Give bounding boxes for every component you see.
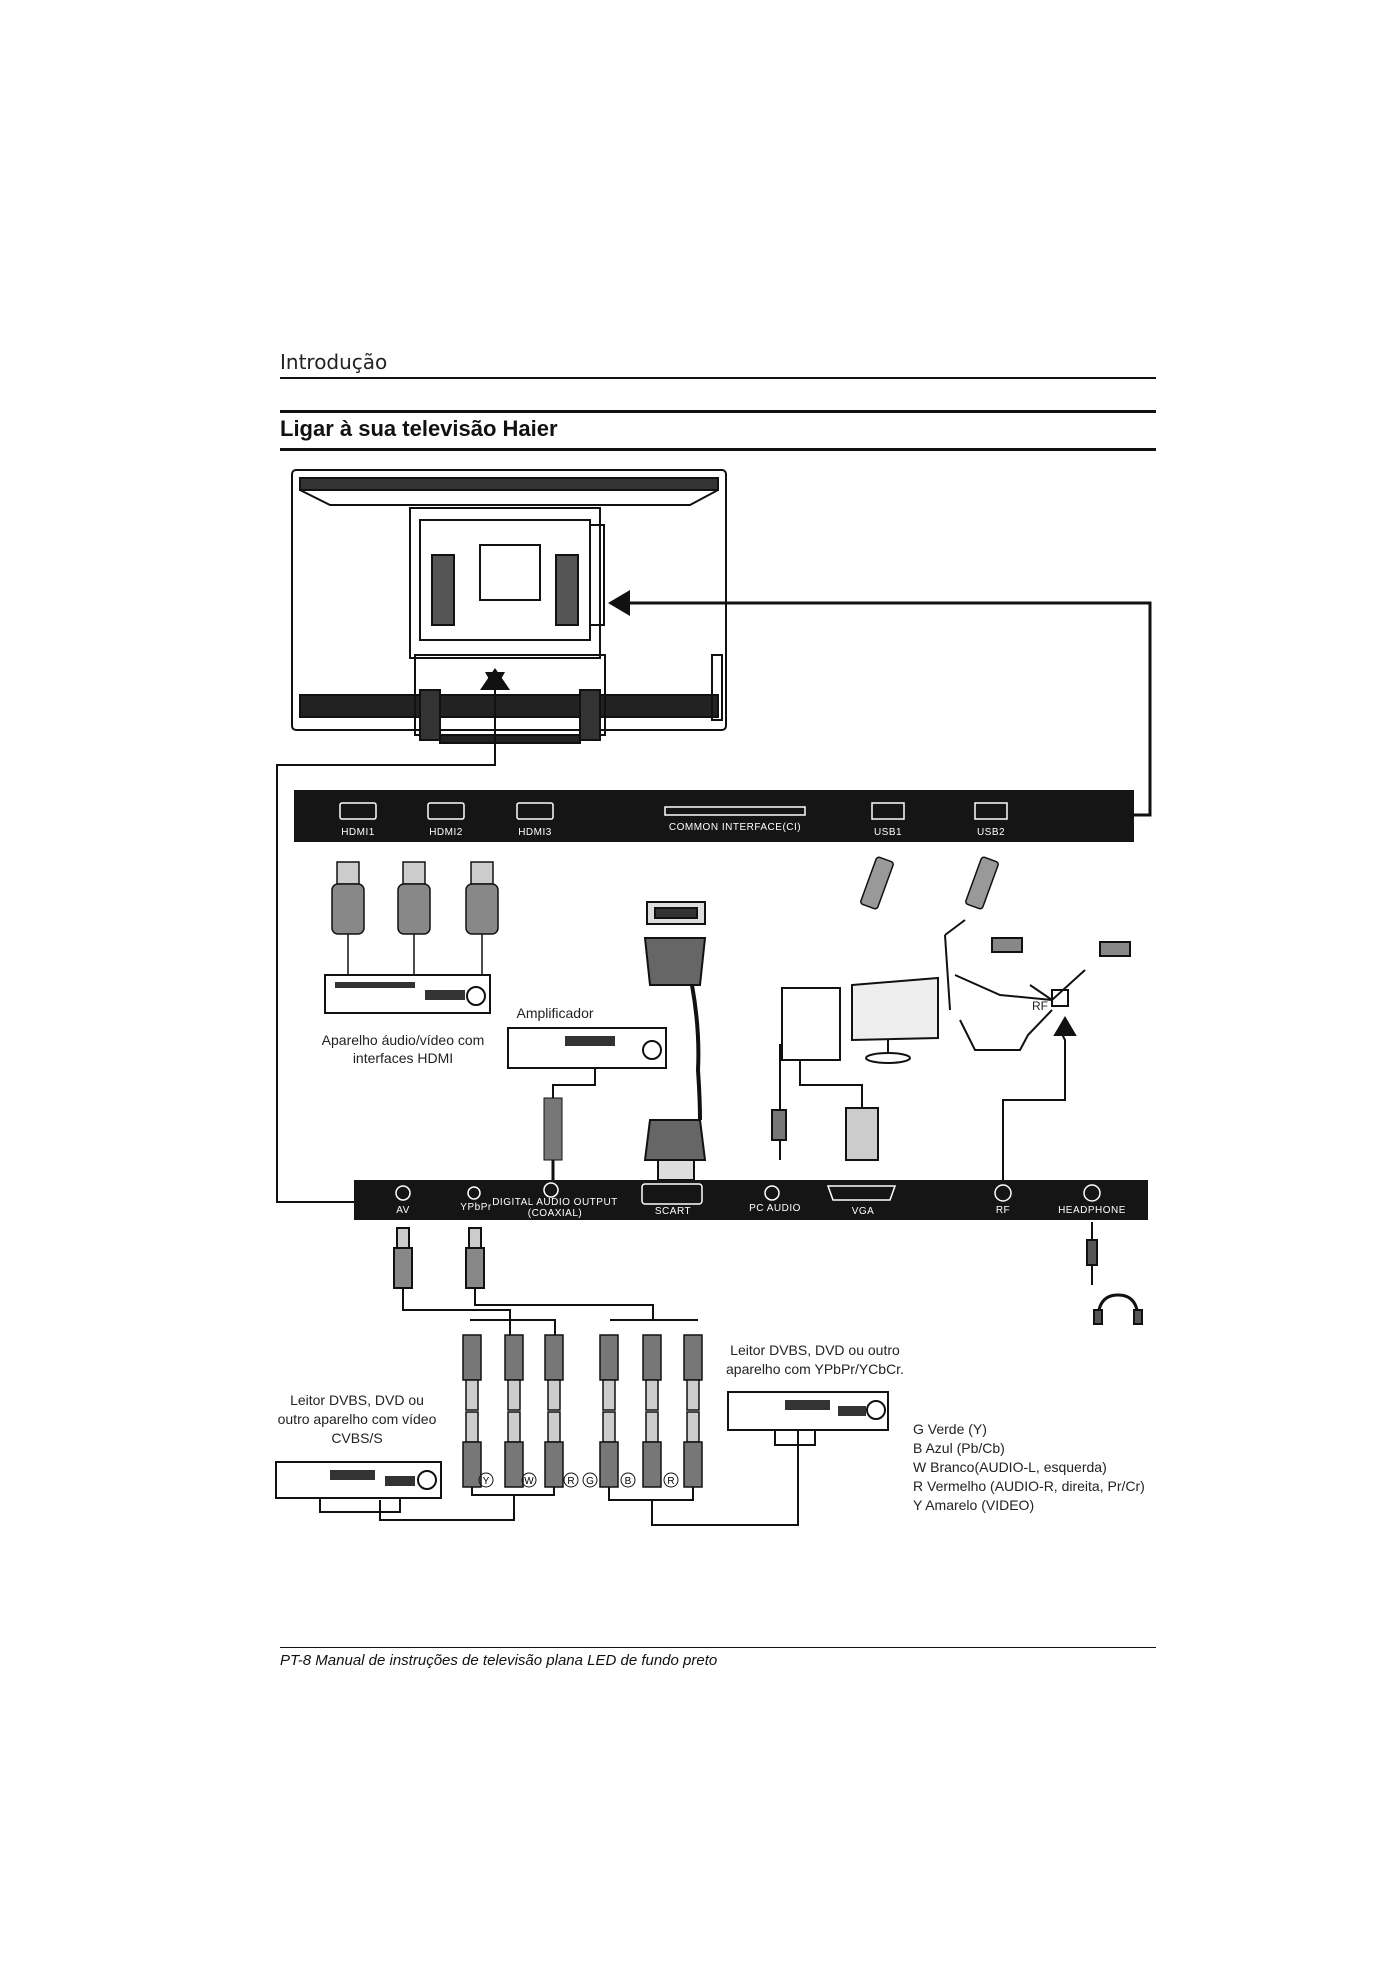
hdmi-av-device bbox=[325, 975, 490, 1013]
port-label-hdmi1: HDMI1 bbox=[341, 827, 375, 838]
caption-cvbs-line2: outro aparelho com vídeo bbox=[277, 1411, 437, 1427]
av-ypbpr-cables bbox=[394, 1228, 698, 1335]
plug-letter-r2: R bbox=[667, 1476, 675, 1487]
plug-letter-y: Y bbox=[482, 1476, 490, 1487]
caption-cvbs-line1: Leitor DVBS, DVD ou bbox=[290, 1392, 424, 1408]
caption-hdmi-device-line2: interfaces HDMI bbox=[352, 1050, 454, 1066]
amplifier-device bbox=[508, 1028, 666, 1185]
plug-letter-g: G bbox=[586, 1476, 594, 1487]
port-label-coaxial: (COAXIAL) bbox=[527, 1208, 583, 1219]
page-title: Ligar à sua televisão Haier bbox=[280, 416, 558, 441]
footer-rule bbox=[280, 1647, 1156, 1648]
port-label-ci: COMMON INTERFACE(CI) bbox=[668, 822, 802, 833]
plug-letter-b: B bbox=[624, 1476, 632, 1487]
port-label-scart: SCART bbox=[654, 1206, 692, 1217]
port-label-headphone: HEADPHONE bbox=[1058, 1205, 1126, 1216]
pc-illustration bbox=[772, 978, 938, 1160]
antenna-illustration bbox=[945, 920, 1130, 1180]
port-label-ypbpr: YPbPr bbox=[460, 1202, 492, 1213]
port-label-pc-audio: PC AUDIO bbox=[749, 1203, 801, 1214]
port-label-hdmi2: HDMI2 bbox=[429, 827, 463, 838]
rf-small-label: RF bbox=[1032, 999, 1048, 1013]
caption-ypbpr-line2: aparelho com YPbPr/YCbCr. bbox=[726, 1361, 904, 1377]
port-label-digital-audio: DIGITAL AUDIO OUTPUT bbox=[492, 1197, 618, 1208]
section-label: Introdução bbox=[280, 350, 388, 374]
legend-item: R Vermelho (AUDIO-R, direita, Pr/Cr) bbox=[913, 1478, 1145, 1494]
tv-back-illustration bbox=[292, 470, 726, 743]
port-label-rf: RF bbox=[995, 1205, 1011, 1216]
page-footer: PT-8 Manual de instruções de televisão plana LED de fundo preto bbox=[280, 1652, 718, 1669]
port-label-hdmi3: HDMI3 bbox=[518, 827, 552, 838]
headphone-illustration bbox=[1087, 1222, 1142, 1324]
port-label-usb1: USB1 bbox=[873, 827, 903, 838]
bottom-port-panel bbox=[354, 1180, 1148, 1220]
color-legend bbox=[913, 1421, 1145, 1513]
legend-item: W Branco(AUDIO-L, esquerda) bbox=[913, 1459, 1107, 1475]
port-label-vga: VGA bbox=[851, 1206, 875, 1217]
legend-item: G Verde (Y) bbox=[913, 1421, 987, 1437]
port-label-usb2: USB2 bbox=[976, 827, 1006, 838]
legend-item: Y Amarelo (VIDEO) bbox=[913, 1497, 1035, 1513]
usb-sticks bbox=[860, 856, 999, 909]
port-label-av: AV bbox=[396, 1205, 410, 1216]
hdmi-cables bbox=[332, 862, 498, 975]
caption-amplifier: Amplificador bbox=[516, 1005, 594, 1021]
ypbpr-device bbox=[728, 1392, 888, 1445]
legend-item: B Azul (Pb/Cb) bbox=[913, 1440, 1005, 1456]
cvbs-device bbox=[276, 1462, 441, 1512]
caption-hdmi-device-line1: Aparelho áudio/vídeo com bbox=[321, 1032, 485, 1048]
caption-cvbs-line3: CVBS/S bbox=[331, 1430, 383, 1446]
plug-letter-w: W bbox=[524, 1476, 534, 1487]
plug-letter-r1: R bbox=[567, 1476, 575, 1487]
caption-ypbpr-line1: Leitor DVBS, DVD ou outro bbox=[730, 1342, 900, 1358]
top-port-panel bbox=[294, 790, 1134, 842]
